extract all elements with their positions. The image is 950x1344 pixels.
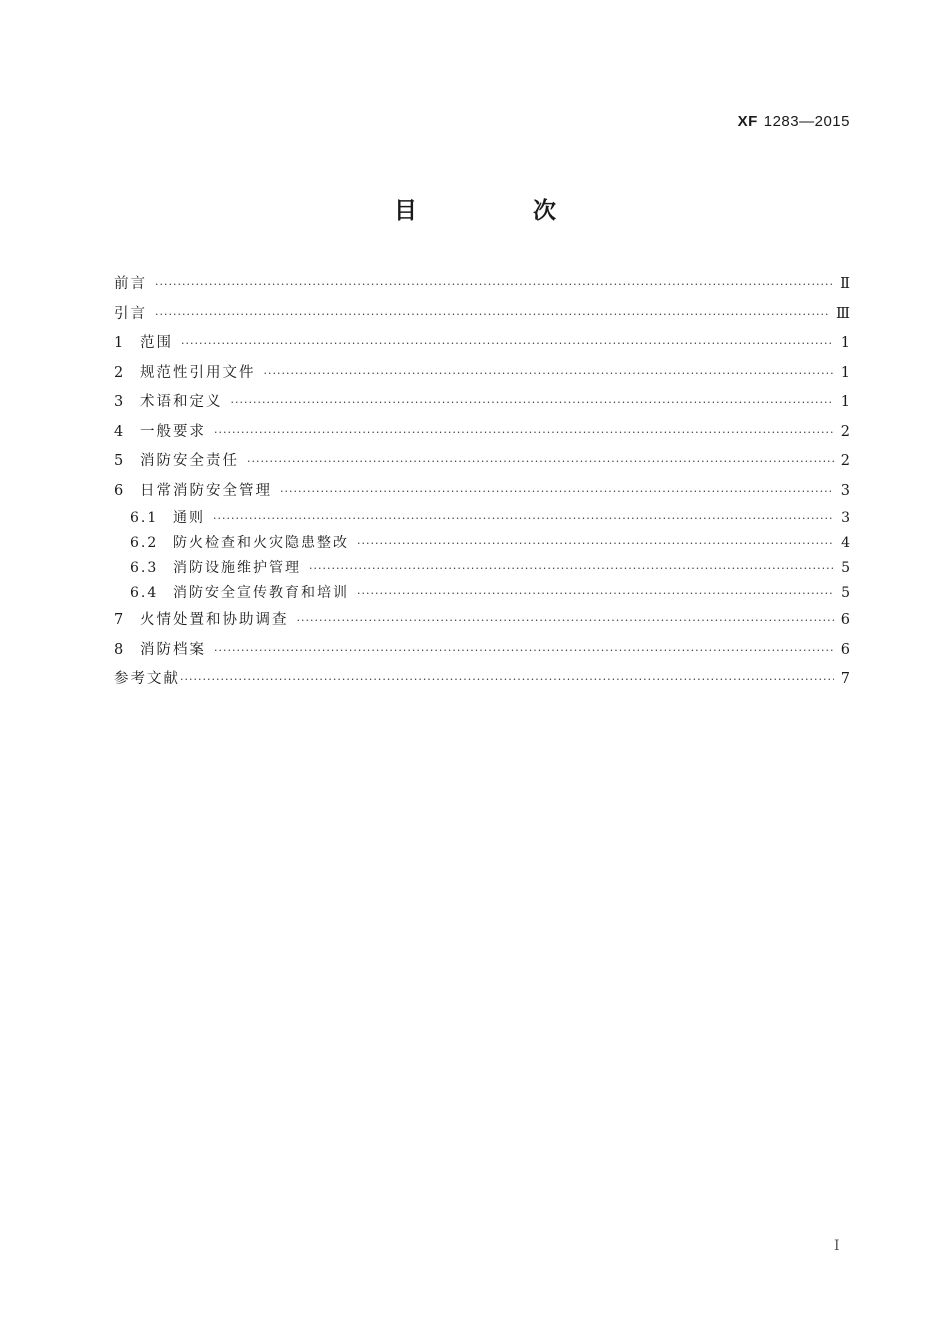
toc-entry-page: Ⅲ: [836, 305, 850, 322]
toc-entry-6-2[interactable]: [114, 531, 850, 556]
toc-entry-number: 6: [114, 482, 124, 499]
toc-entry-number: 6.2: [130, 535, 159, 551]
toc-entry-number: 7: [114, 612, 124, 628]
toc-entry-page: 3: [840, 482, 850, 499]
standard-code: [738, 113, 850, 130]
toc-leader: [180, 665, 834, 695]
toc-entry-page: 3: [841, 510, 850, 526]
toc-entry-label: 消防安全宣传教育和培训: [173, 585, 349, 601]
toc-entry-6-3[interactable]: [114, 556, 850, 581]
toc-entry-number: 4: [114, 423, 124, 440]
toc-entry-label: 参考文献: [114, 671, 180, 687]
toc-entry-label: 日常消防安全管理: [140, 482, 272, 499]
toc-entry-number: 8: [114, 641, 124, 658]
toc-entry-page: 1: [840, 394, 850, 410]
toc-entry-references[interactable]: [114, 665, 850, 695]
toc-entry-6-1[interactable]: [114, 506, 850, 531]
toc-entry-label: 术语和定义: [140, 394, 223, 410]
toc-leader: [155, 270, 834, 300]
toc-entry-label: 消防设施维护管理: [173, 560, 301, 576]
toc-entry-4[interactable]: [114, 418, 850, 448]
toc-entry-page: 5: [841, 560, 850, 576]
toc-leader: [357, 531, 834, 556]
toc-leader: [155, 300, 830, 330]
toc-leader: [357, 581, 834, 606]
table-of-contents: [114, 270, 850, 695]
toc-entry-number: 2: [114, 364, 124, 381]
toc-entry-label: 规范性引用文件: [140, 364, 256, 381]
toc-entry-number: 6.3: [130, 560, 159, 576]
toc-leader: [181, 329, 834, 359]
toc-entry-page: 4: [841, 535, 850, 551]
standard-prefix: XF: [737, 113, 758, 130]
toc-entry-5[interactable]: [114, 447, 850, 477]
toc-entry-6-4[interactable]: [114, 581, 850, 606]
toc-entry-1[interactable]: [114, 329, 850, 359]
toc-entry-number: 6.1: [130, 510, 159, 526]
toc-entry-6[interactable]: [114, 477, 850, 507]
toc-leader: [213, 506, 834, 531]
toc-entry-label: 引言: [114, 305, 147, 322]
toc-entry-label: 范围: [140, 335, 173, 351]
toc-entry-number: 5: [114, 453, 124, 469]
toc-entry-page: 6: [840, 612, 850, 628]
toc-entry-label: 消防安全责任: [140, 453, 239, 469]
toc-title: 目 次: [393, 198, 610, 224]
toc-entry-label: 前言: [114, 276, 147, 292]
toc-leader: [280, 477, 834, 507]
toc-leader: [214, 418, 834, 448]
toc-entry-7[interactable]: [114, 606, 850, 636]
toc-entry-label: 消防档案: [140, 641, 206, 658]
page-number: I: [834, 1238, 840, 1254]
toc-entry-page: 1: [840, 364, 850, 381]
toc-entry-page: 6: [840, 641, 850, 658]
toc-entry-label: 火情处置和协助调查: [140, 612, 289, 628]
toc-leader: [309, 556, 834, 581]
toc-leader: [214, 636, 834, 666]
toc-entry-number: 1: [114, 335, 124, 351]
toc-entry-page: 5: [841, 585, 850, 601]
toc-leader: [247, 447, 834, 477]
toc-entry-number: 3: [114, 394, 124, 410]
toc-entry-page: Ⅱ: [840, 276, 850, 292]
standard-number: 1283—2015: [763, 113, 850, 130]
toc-entry-introduction[interactable]: [114, 300, 850, 330]
toc-entry-8[interactable]: [114, 636, 850, 666]
toc-leader: [231, 388, 835, 418]
toc-entry-label: 一般要求: [140, 423, 206, 440]
toc-entry-page: 2: [840, 423, 850, 440]
toc-entry-label: 通则: [173, 510, 205, 526]
toc-leader: [297, 606, 835, 636]
toc-entry-foreword[interactable]: [114, 270, 850, 300]
toc-entry-page: 2: [840, 453, 850, 469]
toc-entry-3[interactable]: [114, 388, 850, 418]
toc-entry-page: 1: [840, 335, 850, 351]
toc-entry-number: 6.4: [130, 585, 159, 601]
toc-entry-page: 7: [840, 671, 850, 687]
toc-entry-2[interactable]: [114, 359, 850, 389]
toc-leader: [264, 359, 835, 389]
toc-entry-label: 防火检查和火灾隐患整改: [173, 535, 349, 551]
